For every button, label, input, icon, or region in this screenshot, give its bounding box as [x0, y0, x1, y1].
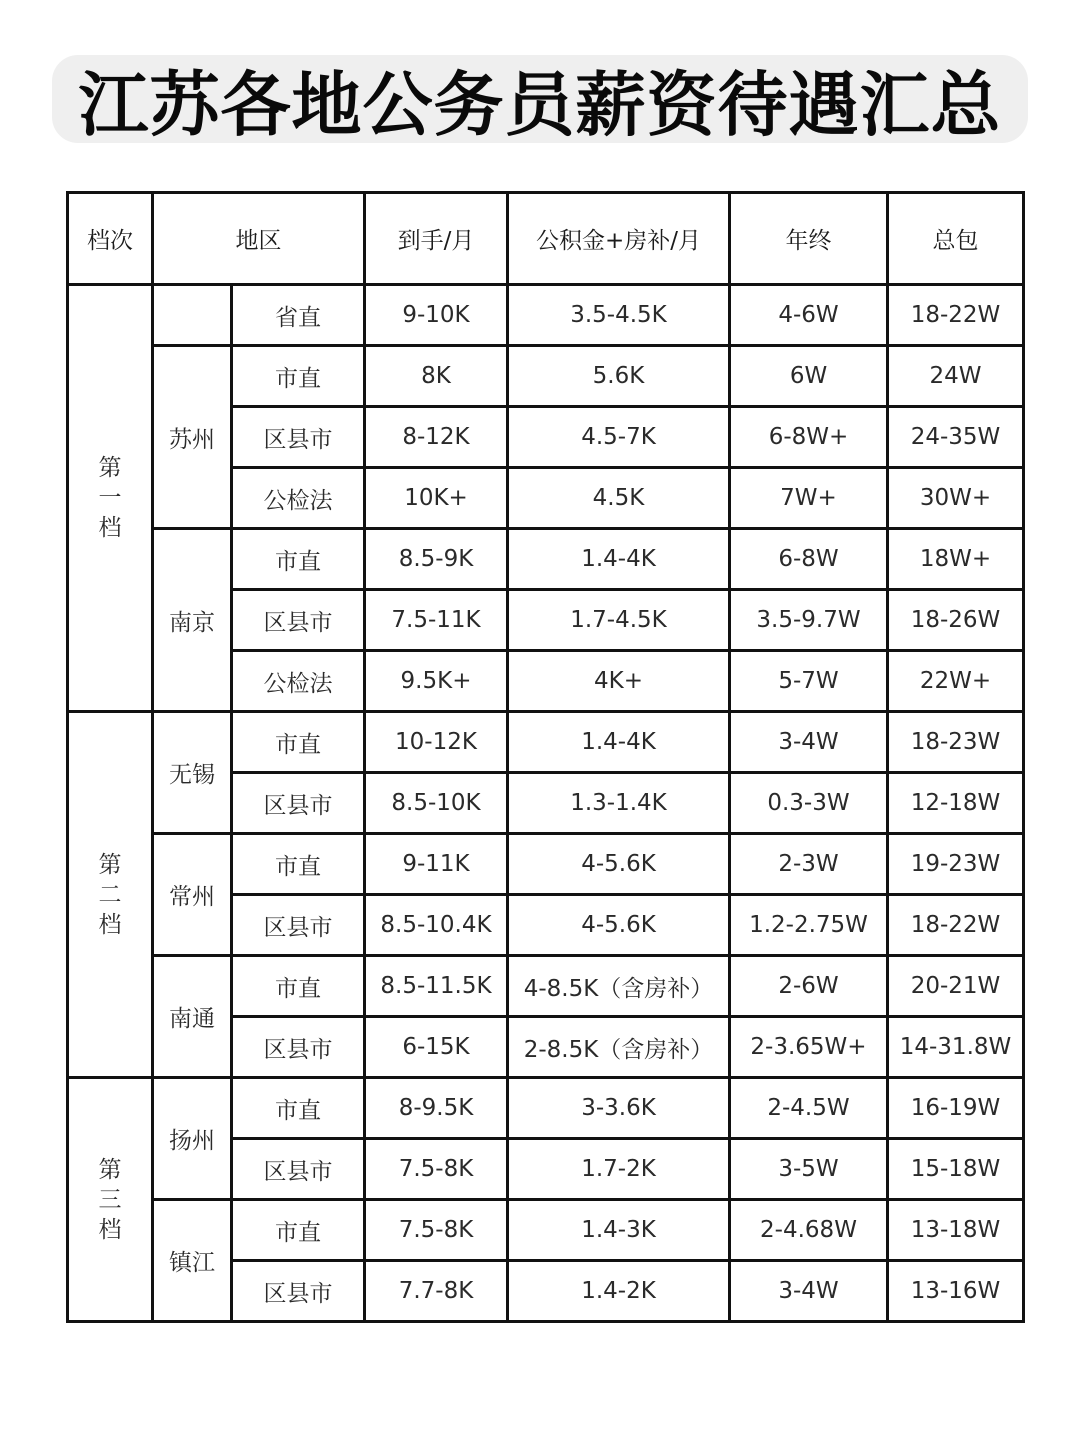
year-end-cell: 2-3W	[730, 834, 888, 895]
fund-housing-cell: 1.3-1.4K	[508, 773, 730, 834]
total-cell: 14-31.8W	[888, 1017, 1024, 1078]
salary-table	[66, 191, 1025, 1323]
header-take-home: 到手/月	[365, 193, 508, 285]
title-banner	[52, 55, 1028, 146]
level-cell: 区县市	[232, 1261, 365, 1322]
year-end-cell: 6W	[730, 346, 888, 407]
year-end-cell: 3-5W	[730, 1139, 888, 1200]
total-cell: 12-18W	[888, 773, 1024, 834]
level-cell: 区县市	[232, 1139, 365, 1200]
total-cell: 18-26W	[888, 590, 1024, 651]
year-end-cell: 2-3.65W+	[730, 1017, 888, 1078]
table-row	[68, 529, 1024, 590]
total-cell: 18W+	[888, 529, 1024, 590]
total-cell: 22W+	[888, 651, 1024, 712]
year-end-cell: 2-4.68W	[730, 1200, 888, 1261]
fund-housing-cell: 4K+	[508, 651, 730, 712]
level-cell: 公检法	[232, 468, 365, 529]
level-cell: 区县市	[232, 590, 365, 651]
city-cell-yangzhou: 扬州	[153, 1078, 232, 1200]
fund-housing-cell: 2-8.5K（含房补）	[508, 1017, 730, 1078]
city-cell-changzhou: 常州	[153, 834, 232, 956]
year-end-cell: 2-4.5W	[730, 1078, 888, 1139]
year-end-cell: 4-6W	[730, 285, 888, 346]
table-row	[68, 956, 1024, 1017]
level-cell: 市直	[232, 712, 365, 773]
level-cell: 公检法	[232, 651, 365, 712]
table-row	[68, 285, 1024, 346]
tier-char: 一	[98, 485, 122, 511]
year-end-cell: 6-8W+	[730, 407, 888, 468]
city-cell-nantong: 南通	[153, 956, 232, 1078]
level-cell: 市直	[232, 346, 365, 407]
year-end-cell: 5-7W	[730, 651, 888, 712]
level-cell: 区县市	[232, 1017, 365, 1078]
header-fund-housing: 公积金+房补/月	[508, 193, 730, 285]
total-cell: 18-23W	[888, 712, 1024, 773]
take-home-cell: 7.5-8K	[365, 1139, 508, 1200]
total-cell: 19-23W	[888, 834, 1024, 895]
header-tier: 档次	[68, 193, 153, 285]
city-cell-empty	[153, 285, 232, 346]
total-cell: 18-22W	[888, 285, 1024, 346]
tier-char: 二	[98, 881, 122, 908]
tier-cell-2	[68, 712, 153, 1078]
total-cell: 16-19W	[888, 1078, 1024, 1139]
total-cell: 18-22W	[888, 895, 1024, 956]
fund-housing-cell: 1.4-2K	[508, 1261, 730, 1322]
year-end-cell: 3.5-9.7W	[730, 590, 888, 651]
take-home-cell: 7.5-11K	[365, 590, 508, 651]
header-row	[68, 193, 1024, 285]
take-home-cell: 10-12K	[365, 712, 508, 773]
city-cell-nanjing: 南京	[153, 529, 232, 712]
fund-housing-cell: 1.4-4K	[508, 529, 730, 590]
take-home-cell: 9-10K	[365, 285, 508, 346]
tier-cell-1	[68, 285, 153, 712]
total-cell: 15-18W	[888, 1139, 1024, 1200]
year-end-cell: 6-8W	[730, 529, 888, 590]
fund-housing-cell: 4.5K	[508, 468, 730, 529]
year-end-cell: 2-6W	[730, 956, 888, 1017]
level-cell: 市直	[232, 529, 365, 590]
level-cell: 省直	[232, 285, 365, 346]
tier-cell-3	[68, 1078, 153, 1322]
city-cell-zhenjiang: 镇江	[153, 1200, 232, 1322]
table-row	[68, 1200, 1024, 1261]
tier-char: 第	[98, 851, 122, 878]
header-region: 地区	[153, 193, 365, 285]
fund-housing-cell: 3.5-4.5K	[508, 285, 730, 346]
fund-housing-cell: 3-3.6K	[508, 1078, 730, 1139]
table-row	[68, 346, 1024, 407]
tier-char: 档	[98, 911, 122, 938]
page-title: 江苏各地公务员薪资待遇汇总	[78, 63, 1002, 146]
table-row	[68, 834, 1024, 895]
take-home-cell: 9-11K	[365, 834, 508, 895]
fund-housing-cell: 1.4-3K	[508, 1200, 730, 1261]
fund-housing-cell: 4-8.5K（含房补）	[508, 956, 730, 1017]
level-cell: 市直	[232, 1078, 365, 1139]
table-row	[68, 1078, 1024, 1139]
level-cell: 市直	[232, 956, 365, 1017]
take-home-cell: 7.7-8K	[365, 1261, 508, 1322]
take-home-cell: 8.5-10.4K	[365, 895, 508, 956]
tier-char: 三	[98, 1186, 122, 1213]
fund-housing-cell: 4-5.6K	[508, 895, 730, 956]
fund-housing-cell: 1.7-2K	[508, 1139, 730, 1200]
take-home-cell: 8.5-9K	[365, 529, 508, 590]
year-end-cell: 3-4W	[730, 1261, 888, 1322]
year-end-cell: 3-4W	[730, 712, 888, 773]
take-home-cell: 8.5-11.5K	[365, 956, 508, 1017]
level-cell: 区县市	[232, 407, 365, 468]
take-home-cell: 9.5K+	[365, 651, 508, 712]
city-cell-wuxi: 无锡	[153, 712, 232, 834]
take-home-cell: 6-15K	[365, 1017, 508, 1078]
level-cell: 区县市	[232, 773, 365, 834]
take-home-cell: 8-12K	[365, 407, 508, 468]
level-cell: 市直	[232, 1200, 365, 1261]
total-cell: 20-21W	[888, 956, 1024, 1017]
tier-char: 第	[98, 455, 122, 481]
total-cell: 13-16W	[888, 1261, 1024, 1322]
take-home-cell: 7.5-8K	[365, 1200, 508, 1261]
level-cell: 区县市	[232, 895, 365, 956]
take-home-cell: 10K+	[365, 468, 508, 529]
city-cell-suzhou: 苏州	[153, 346, 232, 529]
total-cell: 30W+	[888, 468, 1024, 529]
level-cell: 市直	[232, 834, 365, 895]
take-home-cell: 8K	[365, 346, 508, 407]
table-row	[68, 712, 1024, 773]
total-cell: 24W	[888, 346, 1024, 407]
year-end-cell: 7W+	[730, 468, 888, 529]
header-total: 总包	[888, 193, 1024, 285]
year-end-cell: 0.3-3W	[730, 773, 888, 834]
year-end-cell: 1.2-2.75W	[730, 895, 888, 956]
take-home-cell: 8.5-10K	[365, 773, 508, 834]
header-year-end: 年终	[730, 193, 888, 285]
fund-housing-cell: 1.4-4K	[508, 712, 730, 773]
fund-housing-cell: 4.5-7K	[508, 407, 730, 468]
fund-housing-cell: 5.6K	[508, 346, 730, 407]
total-cell: 13-18W	[888, 1200, 1024, 1261]
fund-housing-cell: 4-5.6K	[508, 834, 730, 895]
tier-char: 档	[98, 1216, 122, 1243]
take-home-cell: 8-9.5K	[365, 1078, 508, 1139]
fund-housing-cell: 1.7-4.5K	[508, 590, 730, 651]
tier-char: 档	[98, 515, 122, 541]
total-cell: 24-35W	[888, 407, 1024, 468]
tier-char: 第	[98, 1156, 122, 1183]
